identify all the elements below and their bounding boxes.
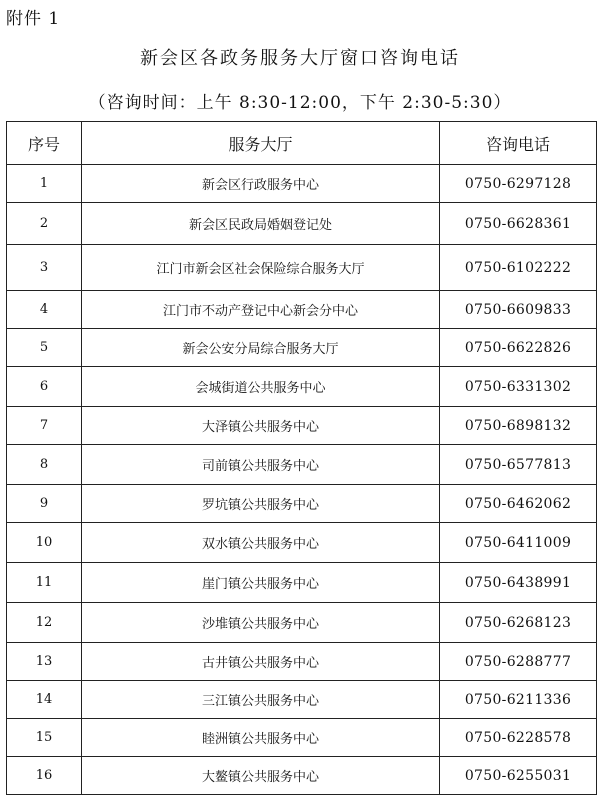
- row-number: 8: [7, 445, 82, 485]
- service-hall-name: 睦洲镇公共服务中心: [82, 719, 440, 757]
- table-row: [7, 563, 597, 603]
- phone-number: 0750-6577813: [440, 445, 597, 485]
- service-hall-name: 新会公安分局综合服务大厅: [82, 329, 440, 367]
- service-hall-name: 江门市新会区社会保险综合服务大厅: [82, 245, 440, 291]
- service-hall-name: 双水镇公共服务中心: [82, 523, 440, 563]
- table-row: [7, 329, 597, 367]
- service-hall-name: 会城街道公共服务中心: [82, 367, 440, 407]
- consultation-hours: （咨询时间：上午 8:30-12:00，下午 2:30-5:30）: [88, 93, 512, 113]
- table-header-row: [7, 122, 597, 165]
- row-number: 13: [7, 643, 82, 681]
- table-row: [7, 407, 597, 445]
- row-number: 11: [7, 563, 82, 603]
- table-row: [7, 603, 597, 643]
- table-row: [7, 245, 597, 291]
- attachment-label: 附件 1: [6, 9, 61, 29]
- table-row: [7, 719, 597, 757]
- phone-number: 0750-6102222: [440, 245, 597, 291]
- column-header-hall: 服务大厅: [82, 122, 440, 165]
- phone-number: 0750-6255031: [440, 757, 597, 795]
- row-number: 10: [7, 523, 82, 563]
- row-number: 2: [7, 203, 82, 245]
- table-row: [7, 165, 597, 203]
- service-hall-name: 大鳌镇公共服务中心: [82, 757, 440, 795]
- row-number: 12: [7, 603, 82, 643]
- row-number: 1: [7, 165, 82, 203]
- table-row: [7, 485, 597, 523]
- table-row: [7, 681, 597, 719]
- table-row: [7, 757, 597, 795]
- service-hall-name: 新会区民政局婚姻登记处: [82, 203, 440, 245]
- service-hall-name: 新会区行政服务中心: [82, 165, 440, 203]
- table-row: [7, 523, 597, 563]
- phone-number: 0750-6228578: [440, 719, 597, 757]
- phone-number: 0750-6288777: [440, 643, 597, 681]
- row-number: 9: [7, 485, 82, 523]
- column-header-number: 序号: [7, 122, 82, 165]
- table-row: [7, 643, 597, 681]
- row-number: 4: [7, 291, 82, 329]
- service-hall-name: 大泽镇公共服务中心: [82, 407, 440, 445]
- row-number: 5: [7, 329, 82, 367]
- phone-number: 0750-6898132: [440, 407, 597, 445]
- column-header-phone: 咨询电话: [440, 122, 597, 165]
- service-hall-name: 沙堆镇公共服务中心: [82, 603, 440, 643]
- phone-number: 0750-6609833: [440, 291, 597, 329]
- service-hall-name: 司前镇公共服务中心: [82, 445, 440, 485]
- row-number: 6: [7, 367, 82, 407]
- row-number: 16: [7, 757, 82, 795]
- service-hall-name: 江门市不动产登记中心新会分中心: [82, 291, 440, 329]
- row-number: 14: [7, 681, 82, 719]
- row-number: 3: [7, 245, 82, 291]
- table-row: [7, 367, 597, 407]
- phone-number: 0750-6462062: [440, 485, 597, 523]
- row-number: 7: [7, 407, 82, 445]
- row-number: 15: [7, 719, 82, 757]
- hotline-table: [6, 121, 597, 795]
- phone-number: 0750-6297128: [440, 165, 597, 203]
- service-hall-name: 罗坑镇公共服务中心: [82, 485, 440, 523]
- service-hall-name: 崖门镇公共服务中心: [82, 563, 440, 603]
- service-hall-name: 古井镇公共服务中心: [82, 643, 440, 681]
- phone-number: 0750-6411009: [440, 523, 597, 563]
- phone-number: 0750-6268123: [440, 603, 597, 643]
- phone-number: 0750-6438991: [440, 563, 597, 603]
- phone-number: 0750-6628361: [440, 203, 597, 245]
- document-title: 新会区各政务服务大厅窗口咨询电话: [140, 48, 460, 69]
- phone-number: 0750-6331302: [440, 367, 597, 407]
- table-row: [7, 291, 597, 329]
- phone-number: 0750-6622826: [440, 329, 597, 367]
- table-row: [7, 445, 597, 485]
- phone-number: 0750-6211336: [440, 681, 597, 719]
- service-hall-name: 三江镇公共服务中心: [82, 681, 440, 719]
- table-row: [7, 203, 597, 245]
